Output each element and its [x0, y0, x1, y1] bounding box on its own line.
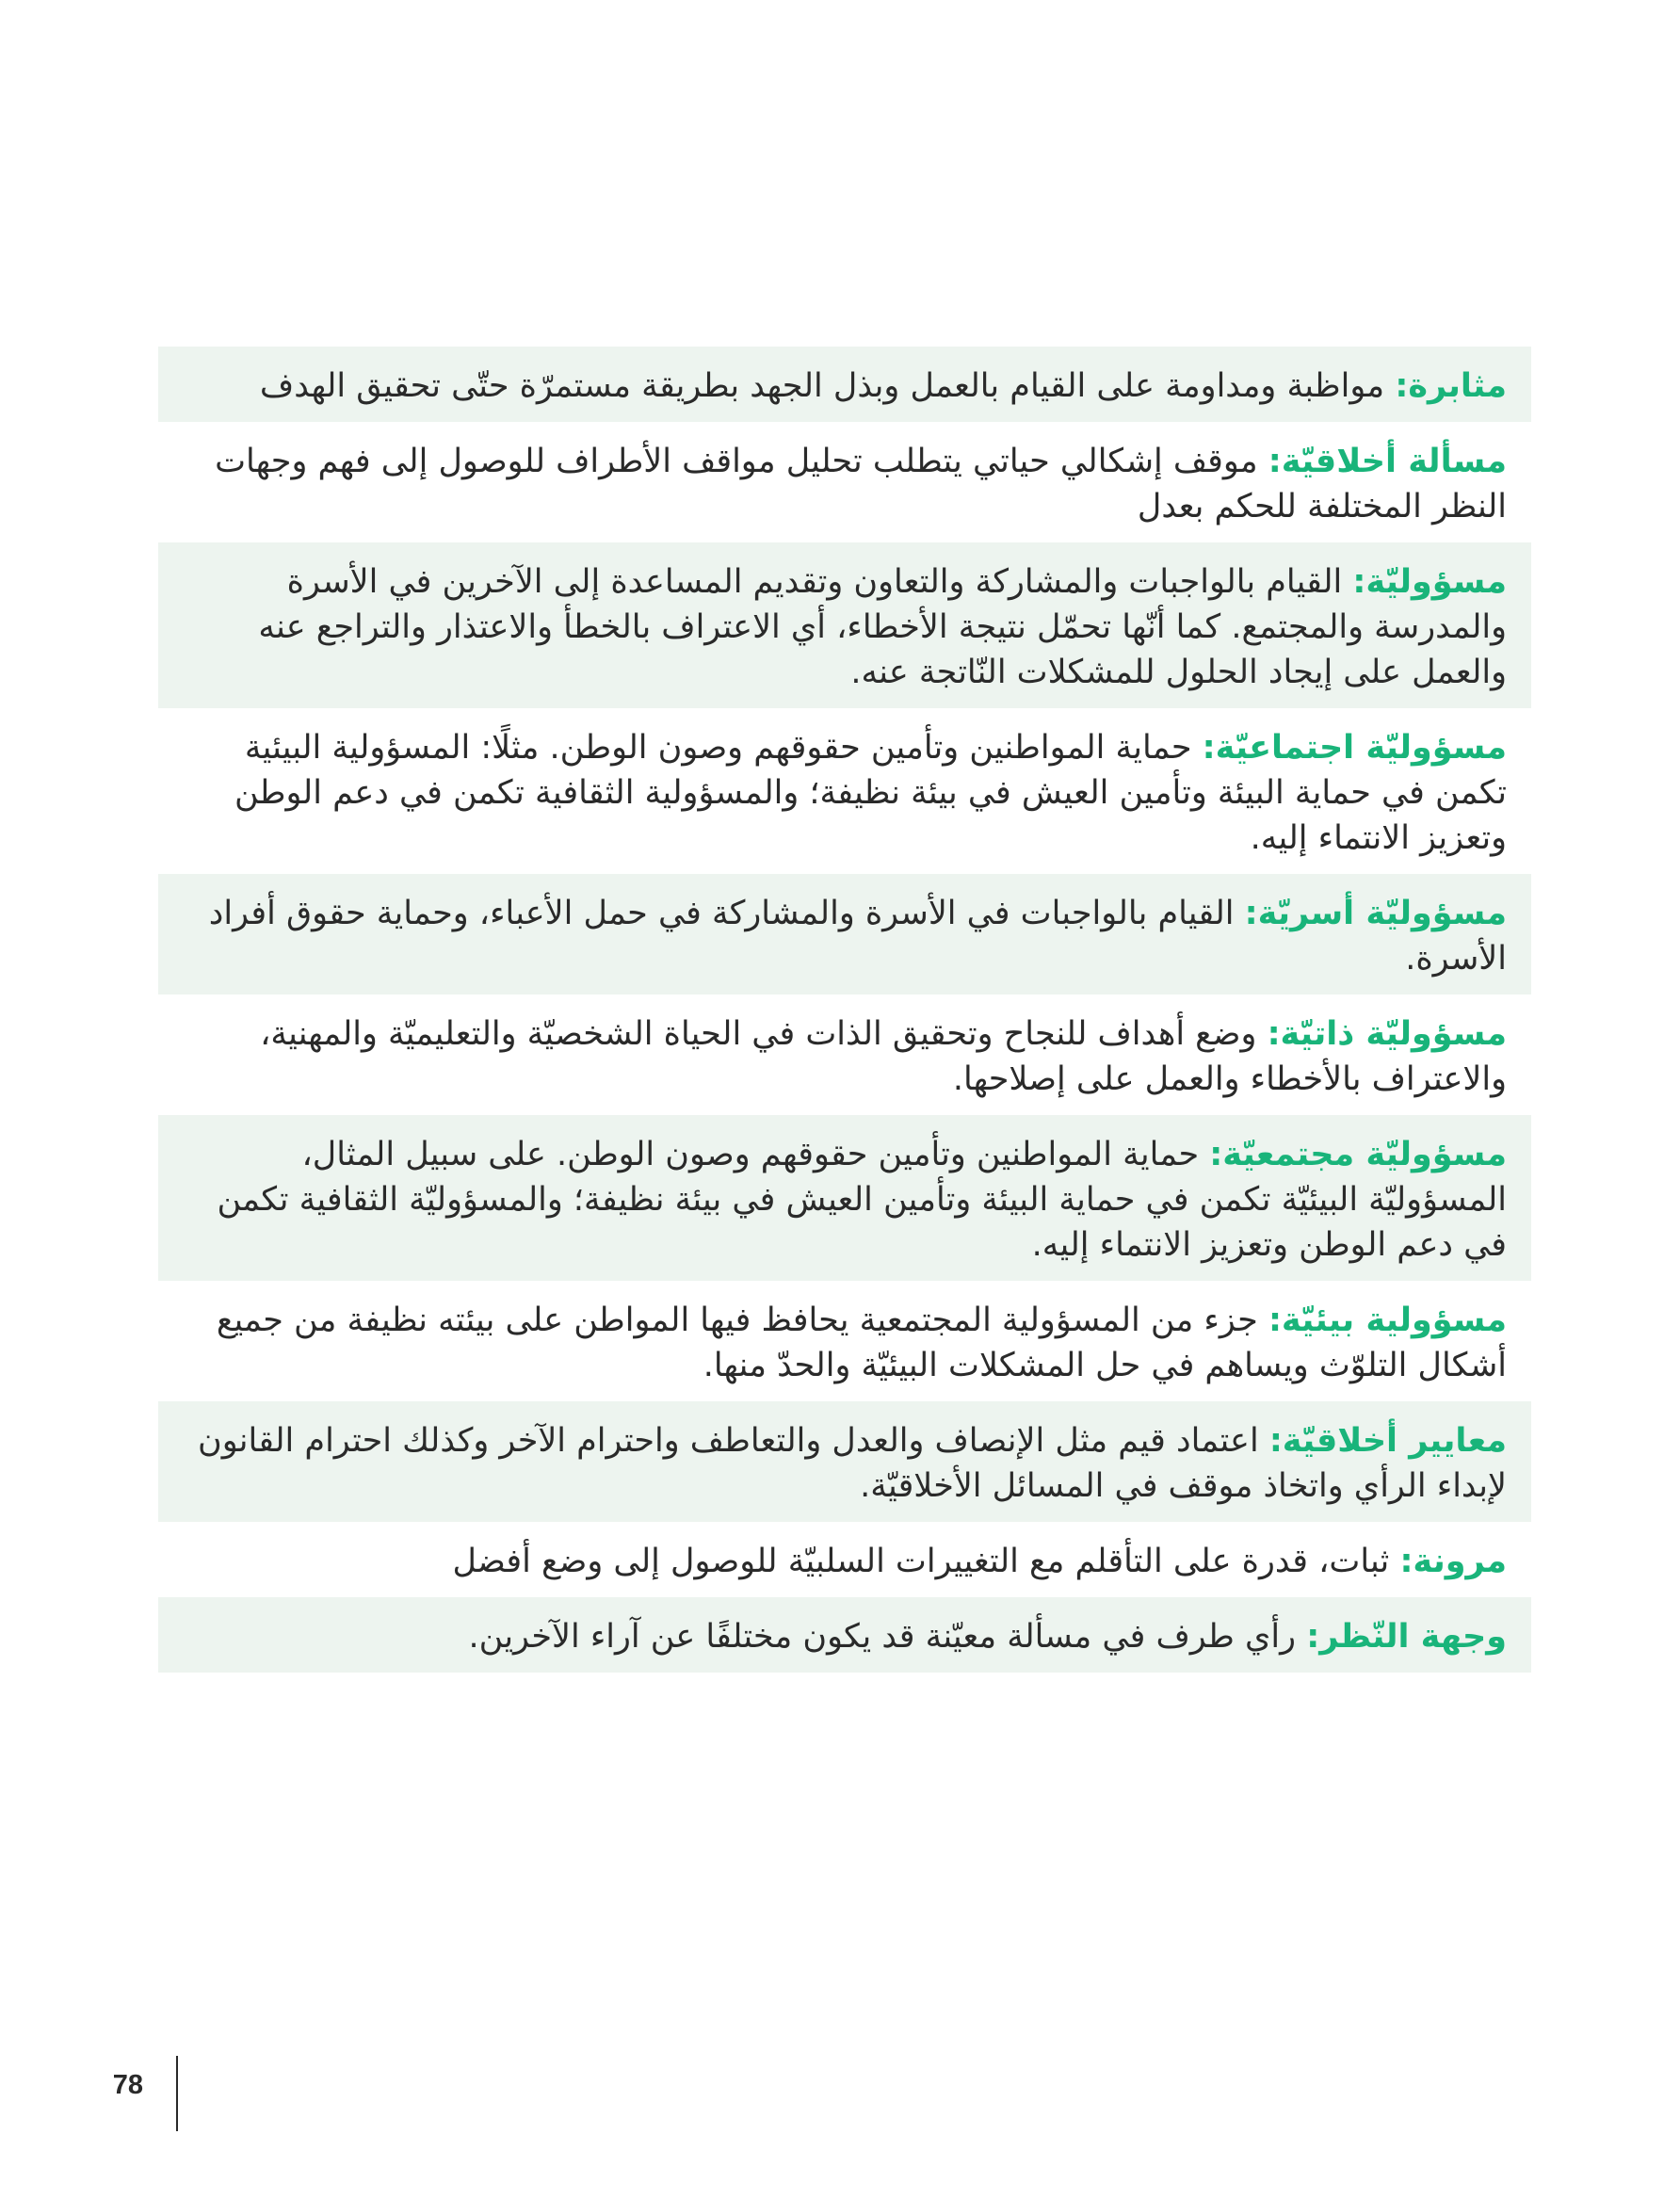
glossary-definition: ثبات، قدرة على التأقلم مع التغييرات السلبيّة للوصول إلى وضع أفضل — [452, 1543, 1390, 1580]
glossary-term: مسؤوليّة ذاتيّة: — [1267, 1015, 1507, 1053]
page-number-divider — [176, 2056, 178, 2131]
glossary-list — [158, 347, 1531, 1673]
glossary-definition: موقف إشكالي حياتي يتطلب تحليل مواقف الأطراف للوصول إلى فهم وجهات النظر المختلفة للحكم بعدل — [215, 443, 1507, 525]
glossary-entry-ethical-standards — [158, 1401, 1531, 1522]
page-number: 78 — [112, 2070, 143, 2100]
glossary-definition: القيام بالواجبات والمشاركة والتعاون وتقديم المساعدة إلى الآخرين في الأسرة والمدرسة والمجتمع. كما أنّها تحمّل نتيجة الأخطاء، أي الاعتراف بالخطأ والاعتذار والتراجع عنه والعمل على إيجاد الحلول للمشكلات النّاتجة عنه. — [258, 563, 1507, 691]
glossary-entry-community-responsibility — [158, 1115, 1531, 1281]
glossary-entry-social-responsibility — [158, 708, 1531, 874]
glossary-entry-responsibility — [158, 542, 1531, 708]
glossary-definition: مواظبة ومداومة على القيام بالعمل وبذل الجهد بطريقة مستمرّة حتّى تحقيق الهدف — [259, 367, 1385, 405]
glossary-entry-family-responsibility — [158, 874, 1531, 994]
glossary-definition: اعتماد قيم مثل الإنصاف والعدل والتعاطف واحترام الآخر وكذلك احترام القانون لإبداء الرأي واتخاذ موقف في المسائل الأخلاقيّة. — [198, 1422, 1507, 1505]
glossary-term: وجهة النّظر: — [1306, 1618, 1507, 1656]
glossary-entry-flexibility — [158, 1522, 1531, 1597]
glossary-definition: رأي طرف في مسألة معيّنة قد يكون مختلفًا عن آراء الآخرين. — [468, 1618, 1297, 1656]
glossary-definition: القيام بالواجبات في الأسرة والمشاركة في حمل الأعباء، وحماية حقوق أفراد الأسرة. — [208, 895, 1507, 978]
glossary-term: مسؤولية بيئيّة: — [1268, 1302, 1507, 1339]
glossary-term: مرونة: — [1399, 1543, 1507, 1580]
glossary-term: مسؤوليّة أسريّة: — [1244, 895, 1507, 932]
glossary-entry-point-of-view — [158, 1597, 1531, 1673]
glossary-term: مسؤوليّة: — [1352, 563, 1507, 601]
glossary-entry-self-responsibility — [158, 994, 1531, 1115]
glossary-entry-persistence — [158, 347, 1531, 422]
glossary-term: مسؤوليّة اجتماعيّة: — [1202, 729, 1507, 767]
glossary-term: مثابرة: — [1395, 367, 1507, 405]
glossary-definition: جزء من المسؤولية المجتمعية يحافظ فيها المواطن على بيئته نظيفة من جميع أشكال التلوّث ويساهم في حل المشكلات البيئيّة والحدّ منها. — [216, 1302, 1507, 1384]
glossary-term: معايير أخلاقيّة: — [1268, 1422, 1507, 1460]
glossary-definition: حماية المواطنين وتأمين حقوقهم وصون الوطن. مثلًا: المسؤولية البيئية تكمن في حماية البيئة وتأمين العيش في بيئة نظيفة؛ والمسؤولية الثقافية تكمن في دعم الوطن وتعزيز الانتماء إليه. — [234, 729, 1507, 857]
glossary-term: مسؤوليّة مجتمعيّة: — [1209, 1136, 1507, 1173]
glossary-term: مسألة أخلاقيّة: — [1268, 443, 1507, 480]
glossary-entry-ethical-issue — [158, 422, 1531, 542]
glossary-definition: حماية المواطنين وتأمين حقوقهم وصون الوطن. على سبيل المثال، المسؤوليّة البيئيّة تكمن في حماية البيئة وتأمين العيش في بيئة نظيفة؛ والمسؤوليّة الثقافية تكمن في دعم الوطن وتعزيز الانتماء إليه. — [217, 1136, 1507, 1264]
glossary-entry-environmental-responsibility — [158, 1281, 1531, 1401]
glossary-definition: وضع أهداف للنجاح وتحقيق الذات في الحياة الشخصيّة والتعليميّة والمهنية، والاعتراف بالأخطاء والعمل على إصلاحها. — [260, 1015, 1507, 1098]
